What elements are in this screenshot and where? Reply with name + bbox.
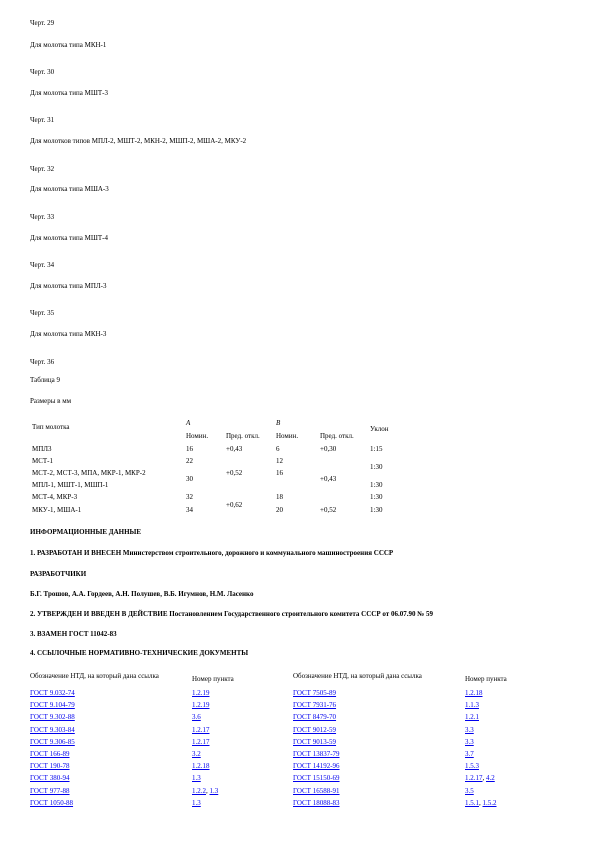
ref-items (465, 727, 474, 734)
ref-items (192, 763, 210, 770)
chart-30-label: Черт. 30 (30, 68, 55, 76)
ref-items (192, 714, 201, 721)
ref-items (465, 714, 479, 721)
ref-doc-link[interactable]: ГОСТ 7505-89 (293, 689, 337, 697)
ref-doc-link[interactable]: ГОСТ 15150-69 (293, 774, 340, 783)
chart-32-desc: Для молотка типа МША-3 (30, 185, 109, 193)
table-cell: 6 (276, 445, 280, 453)
table-cell: +0,30 (320, 445, 337, 453)
header-deviation-b: Пред. откл. (320, 432, 354, 440)
ref-item-link[interactable]: 1.2.17 (465, 774, 483, 783)
ref-items (465, 775, 495, 782)
ref-doc-link[interactable]: ГОСТ 190-78 (30, 762, 70, 771)
table-row: МСТ-4, МКР-3 (32, 493, 78, 501)
refs-header-doc-left: Обозначение НТД, на который дана ссылка (30, 672, 159, 680)
header-nominal-b: Номин. (276, 432, 299, 440)
table-cell: 1:30 (370, 493, 383, 501)
ref-doc-link[interactable]: ГОСТ 7931-76 (293, 701, 337, 710)
ref-items (465, 690, 483, 697)
table-cell: 30 (186, 475, 193, 483)
chart-35-desc: Для молотка типа МКН-3 (30, 330, 107, 338)
table-cell: 1:15 (370, 445, 383, 453)
header-a: A (186, 419, 191, 427)
ref-doc-link[interactable]: ГОСТ 9.302-88 (30, 713, 75, 722)
table-cell: 18 (276, 493, 283, 501)
info-paragraph-2 (30, 611, 433, 618)
ref-item-link[interactable]: 1.2.17 (192, 737, 210, 746)
ref-items (192, 727, 210, 734)
info-paragraph-4: 4. ССЫЛОЧНЫЕ НОРМАТИВНО-ТЕХНИЧЕСКИЕ ДОКУМЕНТЫ (30, 649, 249, 657)
ref-item-link[interactable]: 1.5.3 (465, 762, 479, 771)
developers-heading: РАЗРАБОТЧИКИ (30, 570, 87, 578)
table-row: МПЛ-1, МШТ-1, МШП-1 (32, 481, 109, 489)
ref-item-link[interactable]: 1.2.1 (465, 713, 479, 722)
ref-items (465, 751, 474, 758)
ref-doc-link[interactable]: ГОСТ 8479-70 (293, 713, 337, 722)
ref-item-link[interactable]: 3.2 (192, 750, 201, 758)
header-slope: Уклон (370, 425, 389, 433)
table-cell: 20 (276, 506, 283, 514)
ref-doc-link[interactable]: ГОСТ 13837-79 (293, 750, 340, 758)
table-cell: +0,52 (226, 469, 243, 477)
ref-item-link[interactable]: 3.6 (192, 713, 201, 722)
chart-29-desc: Для молотка типа МКН-1 (30, 41, 107, 49)
chart-31-desc: Для молотков типов МПЛ-2, МШТ-2, МКН-2, МШП-2, МША-2, МКУ-2 (30, 137, 247, 145)
chart-29-label: Черт. 29 (30, 19, 55, 27)
chart-35-label: Черт. 35 (30, 309, 55, 317)
ref-doc-link[interactable]: ГОСТ 14192-96 (293, 762, 340, 771)
info-paragraph-3: 3. ВЗАМЕН ГОСТ 11042-83 (30, 630, 117, 638)
table-cell: +0,52 (320, 506, 337, 514)
chart-34-desc: Для молотка типа МПЛ-3 (30, 282, 107, 290)
ref-item-link[interactable]: 3.3 (465, 725, 474, 734)
ref-item-link[interactable]: 4.2 (486, 774, 495, 783)
ref-item-link[interactable]: 1.2.19 (192, 689, 210, 697)
table-row: МПЛ3 (32, 445, 52, 453)
ref-item-link[interactable]: 1.3 (192, 774, 201, 783)
ref-item-link[interactable]: 3.5 (465, 786, 474, 795)
table-9 (30, 418, 400, 518)
chart-30-desc: Для молотка типа МШТ-3 (30, 89, 108, 97)
table-row: МСТ-2, МСТ-3, МПА, МКР-1, МКР-2 (32, 469, 146, 477)
ref-doc-link[interactable]: ГОСТ 380-94 (30, 774, 70, 783)
ref-item-separator: , (482, 774, 486, 783)
table-row: МКУ-1, МША-1 (32, 506, 82, 514)
ref-items (192, 775, 201, 782)
ref-doc-link[interactable]: ГОСТ 16588-91 (293, 786, 340, 795)
ref-items (192, 788, 218, 795)
ref-item-link[interactable]: 1.2.19 (192, 701, 210, 710)
header-deviation-a: Пред. откл. (226, 432, 260, 440)
ref-items (465, 763, 479, 770)
ref-item-link[interactable]: 1.5.1 (465, 798, 479, 807)
info-paragraph-2-bold: 2. УТВЕРЖДЕН И ВВЕДЕН В ДЕЙСТВИЕ (30, 610, 168, 618)
refs-header-item-right: Номер пункта (465, 675, 507, 683)
ref-item-link[interactable]: 1.3 (209, 786, 219, 795)
ref-items (192, 751, 201, 758)
ref-doc-link[interactable]: ГОСТ 1050-88 (30, 798, 74, 807)
table-cell: 16 (186, 445, 193, 453)
ref-items (465, 788, 474, 795)
ref-items (192, 739, 210, 746)
ref-items (192, 702, 210, 709)
ref-items (465, 800, 497, 807)
refs-header-doc-right: Обозначение НТД, на который дана ссылка (293, 672, 422, 680)
ref-doc-link[interactable]: ГОСТ 9012-59 (293, 725, 337, 734)
table-row: МСТ-1 (32, 457, 53, 465)
ref-item-link[interactable]: 1.3 (192, 798, 201, 807)
ref-doc-link[interactable]: ГОСТ 9.306-85 (30, 737, 75, 746)
ref-item-separator: , (206, 786, 210, 795)
developers-list: Б.Г. Трошов, А.А. Гордеев, А.Н. Полушев, В.Б. Игумнов, Н.М. Ласенко (30, 590, 254, 598)
chart-33-desc: Для молотка типа МШТ-4 (30, 234, 108, 242)
table-cell: +0,43 (226, 445, 243, 453)
ref-item-link[interactable]: 1.1.3 (465, 701, 479, 710)
ref-item-link[interactable]: 3.3 (465, 737, 474, 746)
ref-items (192, 690, 210, 697)
ref-item-link[interactable]: 3.7 (465, 750, 474, 758)
ref-doc-link[interactable]: ГОСТ 9013-59 (293, 737, 337, 746)
ref-doc-link[interactable]: ГОСТ 9.104-79 (30, 701, 75, 710)
info-heading: ИНФОРМАЦИОННЫЕ ДАННЫЕ (30, 528, 142, 536)
info-paragraph-1: 1. РАЗРАБОТАН И ВНЕСЕН Министерством строительного, дорожного и коммунального машиностроения СССР (30, 549, 394, 557)
ref-item-link[interactable]: 1.2.2 (192, 786, 206, 795)
ref-doc-link[interactable]: ГОСТ 18088-83 (293, 798, 340, 807)
ref-item-link[interactable]: 1.5.2 (482, 798, 497, 807)
table-cell: +0,43 (320, 475, 337, 483)
chart-32-label: Черт. 32 (30, 165, 55, 173)
ref-doc-link[interactable]: ГОСТ 166-89 (30, 750, 70, 758)
table-cell: 1:30 (370, 463, 383, 471)
table-cell: 16 (276, 469, 283, 477)
refs-header-item-left: Номер пункта (192, 675, 234, 683)
chart-36-label: Черт. 36 (30, 358, 55, 366)
ref-doc-link[interactable]: ГОСТ 9.032-74 (30, 689, 75, 697)
ref-doc-link[interactable]: ГОСТ 977-88 (30, 786, 70, 795)
table-9-units: Размеры в мм (30, 397, 72, 405)
ref-doc-link[interactable]: ГОСТ 9.303-84 (30, 725, 75, 734)
info-paragraph-2-rest: Постановлением Государственного строительного комитета СССР от 06.07.90 № 59 (167, 610, 433, 618)
header-nominal-a: Номин. (186, 432, 209, 440)
ref-items (465, 739, 474, 746)
chart-31-label: Черт. 31 (30, 116, 55, 124)
table-cell: 32 (186, 493, 193, 501)
ref-items (192, 800, 201, 807)
table-cell: 34 (186, 506, 193, 514)
table-cell: 22 (186, 457, 193, 465)
table-cell: 1:30 (370, 506, 383, 514)
ref-item-separator: , (479, 798, 483, 807)
ref-item-link[interactable]: 1.2.17 (192, 725, 210, 734)
chart-34-label: Черт. 34 (30, 261, 55, 269)
table-cell: +0,62 (226, 501, 243, 509)
ref-item-link[interactable]: 1.2.18 (192, 762, 210, 771)
refs-table (30, 668, 570, 818)
ref-items (465, 702, 479, 709)
chart-33-label: Черт. 33 (30, 213, 55, 221)
ref-item-link[interactable]: 1.2.18 (465, 689, 483, 697)
header-type: Тип молотка (32, 423, 70, 431)
header-b: B (276, 419, 281, 427)
table-9-title: Таблица 9 (30, 376, 60, 384)
table-cell: 12 (276, 457, 283, 465)
table-cell: 1:30 (370, 481, 383, 489)
